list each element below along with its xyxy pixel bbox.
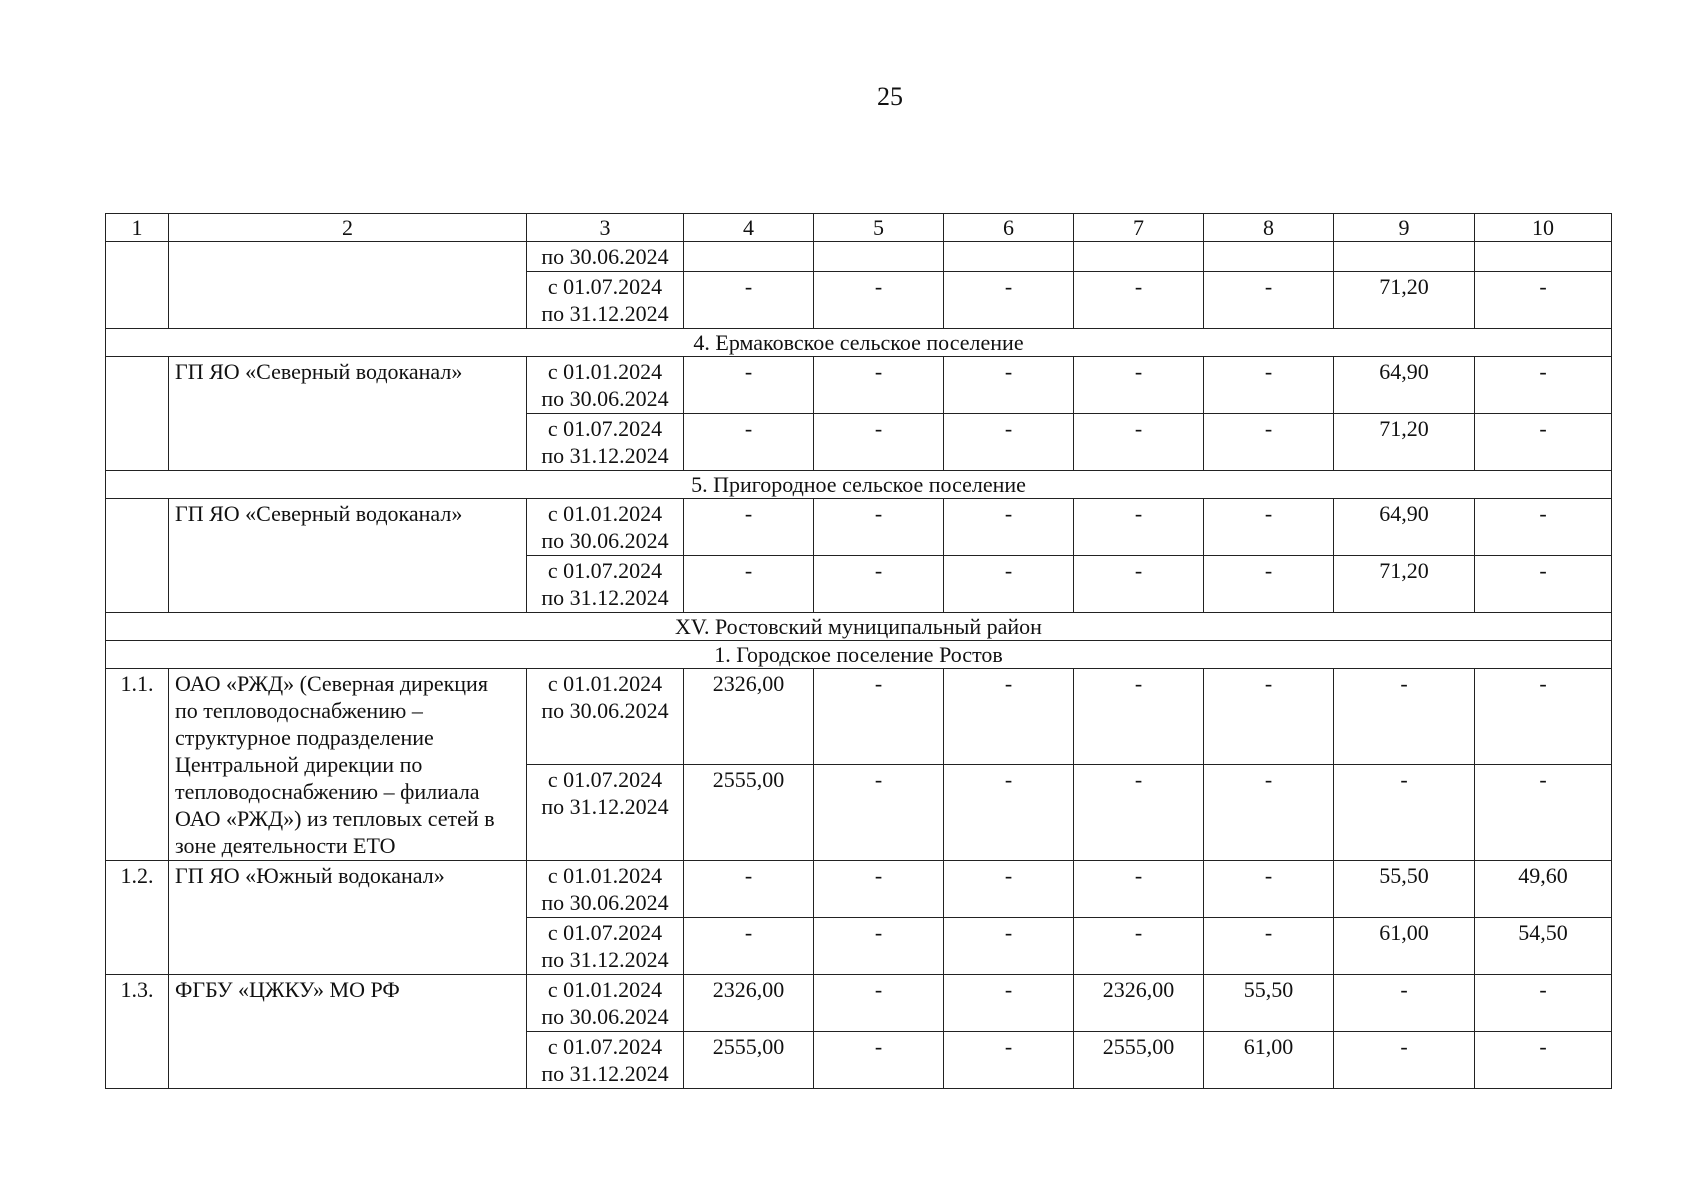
column-header: 3 xyxy=(527,214,684,242)
table-row xyxy=(106,975,1612,1032)
period-cell: с 01.01.2024 по 30.06.2024 xyxy=(527,499,684,556)
value-cell: - xyxy=(1475,272,1612,329)
value-cell: 61,00 xyxy=(1334,918,1475,975)
value-cell: - xyxy=(1204,918,1334,975)
section-heading-row xyxy=(106,329,1612,357)
section-heading: 1. Городское поселение Ростов xyxy=(106,641,1612,669)
organization-name: ФГБУ «ЦЖКУ» МО РФ xyxy=(169,975,527,1089)
row-number xyxy=(106,499,169,613)
period-cell: с 01.07.2024 по 31.12.2024 xyxy=(527,272,684,329)
value-cell: - xyxy=(814,499,944,556)
value-cell: - xyxy=(1204,414,1334,471)
value-cell xyxy=(1074,242,1204,272)
value-cell: 55,50 xyxy=(1204,975,1334,1032)
value-cell: - xyxy=(814,414,944,471)
value-cell: - xyxy=(944,861,1074,918)
column-header: 9 xyxy=(1334,214,1475,242)
value-cell: 55,50 xyxy=(1334,861,1475,918)
value-cell xyxy=(944,242,1074,272)
value-cell: - xyxy=(1204,272,1334,329)
value-cell: - xyxy=(814,975,944,1032)
organization-name: ГП ЯО «Северный водоканал» xyxy=(169,357,527,471)
value-cell xyxy=(1204,242,1334,272)
tariff-table xyxy=(105,213,1612,1089)
period-cell: с 01.01.2024 по 30.06.2024 xyxy=(527,669,684,765)
value-cell: - xyxy=(814,556,944,613)
value-cell: 2555,00 xyxy=(1074,1032,1204,1089)
value-cell: - xyxy=(944,414,1074,471)
value-cell: - xyxy=(1475,765,1612,861)
period-cell: с 01.07.2024 по 31.12.2024 xyxy=(527,414,684,471)
value-cell: - xyxy=(944,499,1074,556)
row-number xyxy=(106,242,169,329)
period-cell: с 01.01.2024 по 30.06.2024 xyxy=(527,357,684,414)
value-cell: - xyxy=(1074,556,1204,613)
value-cell: - xyxy=(944,765,1074,861)
value-cell: - xyxy=(1475,357,1612,414)
section-heading: 4. Ермаковское сельское поселение xyxy=(106,329,1612,357)
value-cell: - xyxy=(1074,414,1204,471)
section-heading: 5. Пригородное сельское поселение xyxy=(106,471,1612,499)
section-heading-row xyxy=(106,471,1612,499)
value-cell: - xyxy=(684,357,814,414)
value-cell: - xyxy=(814,1032,944,1089)
value-cell: - xyxy=(944,1032,1074,1089)
value-cell: 71,20 xyxy=(1334,414,1475,471)
value-cell: 61,00 xyxy=(1204,1032,1334,1089)
row-number: 1.2. xyxy=(106,861,169,975)
period-cell: с 01.07.2024 по 31.12.2024 xyxy=(527,1032,684,1089)
organization-name: ГП ЯО «Южный водоканал» xyxy=(169,861,527,975)
value-cell: - xyxy=(1204,861,1334,918)
column-header: 2 xyxy=(169,214,527,242)
value-cell: - xyxy=(1204,765,1334,861)
value-cell: - xyxy=(684,272,814,329)
value-cell: - xyxy=(814,918,944,975)
value-cell: 2326,00 xyxy=(684,975,814,1032)
value-cell: - xyxy=(1334,1032,1475,1089)
value-cell: - xyxy=(814,272,944,329)
value-cell: 2555,00 xyxy=(684,765,814,861)
value-cell: 2326,00 xyxy=(1074,975,1204,1032)
value-cell: - xyxy=(684,499,814,556)
value-cell: - xyxy=(1334,975,1475,1032)
value-cell: - xyxy=(944,357,1074,414)
value-cell xyxy=(684,242,814,272)
value-cell: - xyxy=(1074,765,1204,861)
period-cell: с 01.01.2024 по 30.06.2024 xyxy=(527,861,684,918)
value-cell: - xyxy=(684,414,814,471)
value-cell xyxy=(814,242,944,272)
value-cell: - xyxy=(944,918,1074,975)
period-cell: по 30.06.2024 xyxy=(527,242,684,272)
value-cell: - xyxy=(1334,765,1475,861)
value-cell: - xyxy=(1074,272,1204,329)
value-cell: - xyxy=(944,975,1074,1032)
table-row xyxy=(106,669,1612,765)
page-number: 25 xyxy=(877,82,903,111)
value-cell: - xyxy=(684,918,814,975)
organization-name: ОАО «РЖД» (Северная дирекция по тепловодоснабжению – структурное подразделение Центральной дирекции по тепловодоснабжению – филиала ОАО «РЖД») из тепловых сетей в зоне деятельности ЕТО xyxy=(169,669,527,861)
value-cell: - xyxy=(1475,499,1612,556)
value-cell: - xyxy=(814,669,944,765)
table-row xyxy=(106,499,1612,556)
district-heading: XV. Ростовский муниципальный район xyxy=(106,613,1612,641)
value-cell: - xyxy=(944,272,1074,329)
value-cell: - xyxy=(1204,357,1334,414)
value-cell: - xyxy=(1204,499,1334,556)
value-cell: - xyxy=(1475,414,1612,471)
column-header: 8 xyxy=(1204,214,1334,242)
value-cell xyxy=(1334,242,1475,272)
value-cell: 64,90 xyxy=(1334,357,1475,414)
column-header: 10 xyxy=(1475,214,1612,242)
value-cell: - xyxy=(1204,669,1334,765)
value-cell: - xyxy=(1074,499,1204,556)
value-cell: 2326,00 xyxy=(684,669,814,765)
value-cell: 71,20 xyxy=(1334,556,1475,613)
organization-name: ГП ЯО «Северный водоканал» xyxy=(169,499,527,613)
district-heading-row xyxy=(106,613,1612,641)
period-cell: с 01.07.2024 по 31.12.2024 xyxy=(527,556,684,613)
value-cell: - xyxy=(944,669,1074,765)
column-header: 7 xyxy=(1074,214,1204,242)
value-cell: 49,60 xyxy=(1475,861,1612,918)
column-header: 4 xyxy=(684,214,814,242)
value-cell: - xyxy=(1074,357,1204,414)
value-cell xyxy=(1475,242,1612,272)
value-cell: - xyxy=(1074,861,1204,918)
value-cell: - xyxy=(1475,556,1612,613)
value-cell: 54,50 xyxy=(1475,918,1612,975)
value-cell: - xyxy=(814,765,944,861)
value-cell: - xyxy=(944,556,1074,613)
column-header-row xyxy=(106,214,1612,242)
value-cell: - xyxy=(684,861,814,918)
value-cell: 71,20 xyxy=(1334,272,1475,329)
value-cell: - xyxy=(1074,918,1204,975)
value-cell: 2555,00 xyxy=(684,1032,814,1089)
value-cell: - xyxy=(814,861,944,918)
row-number: 1.1. xyxy=(106,669,169,861)
value-cell: - xyxy=(814,357,944,414)
column-header: 6 xyxy=(944,214,1074,242)
organization-name xyxy=(169,242,527,329)
value-cell: 64,90 xyxy=(1334,499,1475,556)
value-cell: - xyxy=(684,556,814,613)
value-cell: - xyxy=(1074,669,1204,765)
row-number: 1.3. xyxy=(106,975,169,1089)
period-cell: с 01.07.2024 по 31.12.2024 xyxy=(527,765,684,861)
value-cell: - xyxy=(1475,669,1612,765)
period-cell: с 01.07.2024 по 31.12.2024 xyxy=(527,918,684,975)
table-row xyxy=(106,861,1612,918)
row-number xyxy=(106,357,169,471)
value-cell: - xyxy=(1334,669,1475,765)
column-header: 1 xyxy=(106,214,169,242)
table-row xyxy=(106,357,1612,414)
column-header: 5 xyxy=(814,214,944,242)
value-cell: - xyxy=(1475,1032,1612,1089)
table-row xyxy=(106,242,1612,272)
value-cell: - xyxy=(1475,975,1612,1032)
section-heading-row xyxy=(106,641,1612,669)
period-cell: с 01.01.2024 по 30.06.2024 xyxy=(527,975,684,1032)
value-cell: - xyxy=(1204,556,1334,613)
